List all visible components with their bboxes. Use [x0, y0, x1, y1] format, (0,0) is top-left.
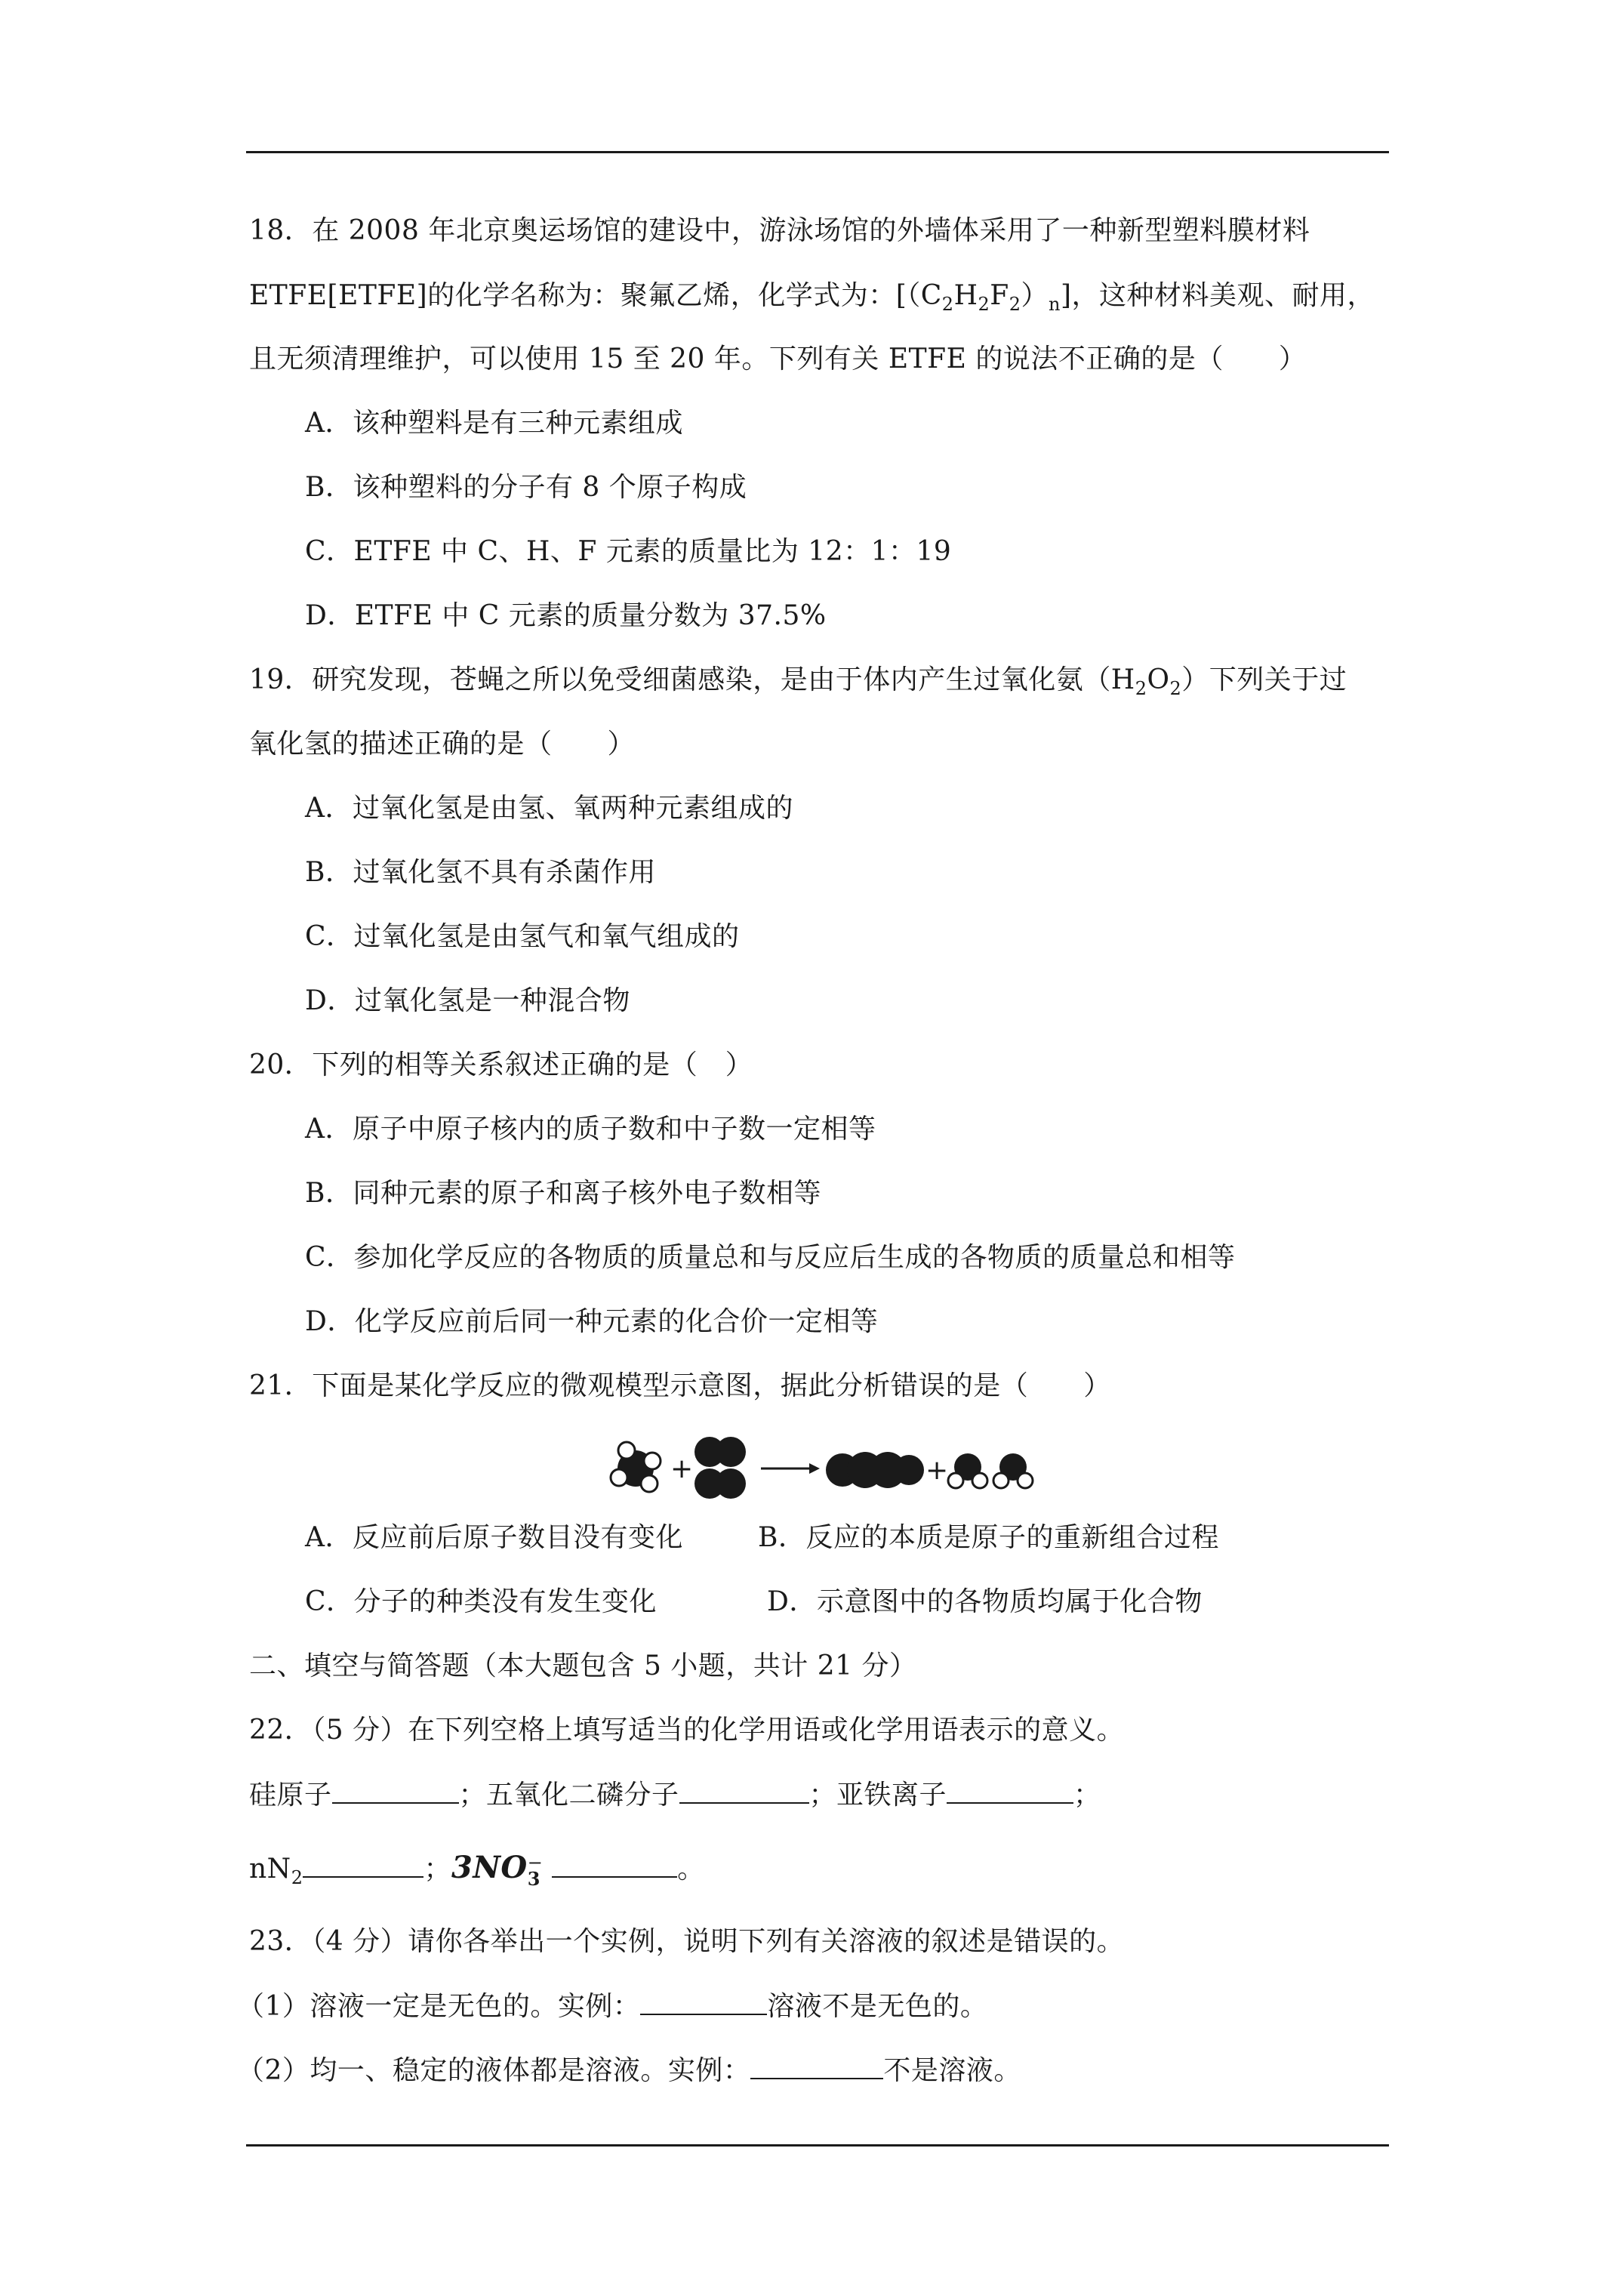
- q19-option-d: D．过氧化氢是一种混合物: [305, 985, 630, 1016]
- q18-line2: ETFE[ETFE]的化学名称为：聚氟乙烯，化学式为：$[(C_2H_2F_2)_n]$，这种材料美观、耐用，: [249, 280, 1375, 316]
- q19-option-c: C．过氧化氢是由氢气和氧气组成的: [305, 921, 740, 952]
- q19-line2: 氧化氢的描述正确的是（ ）: [249, 729, 636, 760]
- q22-line1: 22．（5 分）在下列空格上填写适当的化学用语或化学用语表示的意义。: [249, 1715, 1125, 1746]
- q22-blanks-row2: $nN_2$ ；3NO − 3 。: [249, 1850, 705, 1890]
- q19-option-b: B．过氧化氢不具有杀菌作用: [305, 857, 656, 888]
- q18-option-a: A．该种塑料是有三种元素组成: [305, 408, 683, 439]
- q23-part2: （2）均一、稳定的液体都是溶液。实例： 不是溶液。: [237, 2052, 1021, 2089]
- product-molecule-1: [826, 1452, 924, 1488]
- top-rule: [246, 151, 1389, 153]
- q18-line1: 18．在 2008 年北京奥运场馆的建设中，游泳场馆的外墙体采用了一种新型塑料膜材料: [249, 215, 1310, 246]
- q20-option-a: A．原子中原子核内的质子数和中子数一定相等: [305, 1114, 876, 1145]
- reactant-molecule-2: [694, 1437, 746, 1499]
- q20-line1: 20．下列的相等关系叙述正确的是（ ）: [249, 1049, 753, 1080]
- section-2-heading: 二、填空与简答题（本大题包含 5 小题，共计 21 分）: [249, 1650, 917, 1681]
- plus-sign-2: +: [925, 1455, 949, 1486]
- q20-option-d: D．化学反应前后同一种元素的化合价一定相等: [305, 1306, 879, 1337]
- reaction-arrow: [761, 1463, 820, 1474]
- q18-option-b: B．该种塑料的分子有 8 个原子构成: [305, 472, 747, 503]
- q23-part1: （1）溶液一定是无色的。实例： 溶液不是无色的。: [237, 1988, 987, 2025]
- answer-blank-not-solution[interactable]: [750, 2052, 883, 2079]
- plus-sign-1: +: [670, 1453, 694, 1484]
- q20-option-c: C．参加化学反应的各物质的质量总和与反应后生成的各物质的质量总和相等: [305, 1242, 1236, 1273]
- answer-blank-silicon-atom[interactable]: [332, 1777, 459, 1804]
- q19-option-a: A．过氧化氢是由氢、氧两种元素组成的: [305, 793, 793, 824]
- product-molecule-2: [948, 1453, 1033, 1488]
- q21-option-d: D．示意图中的各物质均属于化合物: [767, 1586, 1203, 1617]
- answer-blank-3NO3[interactable]: [552, 1851, 677, 1878]
- q21-option-a: A．反应前后原子数目没有变化: [305, 1522, 683, 1553]
- q23-line1: 23．（4 分）请你各举出一个实例，说明下列有关溶液的叙述是错误的。: [249, 1926, 1125, 1957]
- q19-line1: 19．研究发现，苍蝇之所以免受细菌感染，是由于体内产生过氧化氨$(H_2O_2)$下列关于过: [249, 664, 1347, 700]
- q18-option-d: D．ETFE 中 C 元素的质量分数为 37.5%: [305, 600, 827, 631]
- q18-option-c: C．ETFE 中 C、H、F 元素的质量比为 12：1：19: [305, 536, 952, 567]
- answer-blank-nN2[interactable]: [303, 1851, 423, 1878]
- answer-blank-p2o5-molecule[interactable]: [679, 1777, 809, 1804]
- q20-option-b: B．同种元素的原子和离子核外电子数相等: [305, 1178, 821, 1209]
- q21-option-b: B．反应的本质是原子的重新组合过程: [758, 1522, 1219, 1553]
- q22-blanks-row1: 硅原子 ；五氧化二磷分子 ；亚铁离子 ；: [249, 1777, 1101, 1814]
- answer-blank-colored-solution[interactable]: [640, 1988, 767, 2015]
- bottom-rule: [246, 2144, 1389, 2147]
- reaction-diagram: [596, 1423, 1049, 1506]
- answer-blank-ferrous-ion[interactable]: [947, 1777, 1073, 1804]
- q18-line3: 且无须清理维护，可以使用 15 至 20 年。下列有关 ETFE 的说法不正确的是（ ）: [249, 344, 1307, 374]
- q21-line1: 21．下面是某化学反应的微观模型示意图，据此分析错误的是（ ）: [249, 1370, 1111, 1401]
- q21-option-c: C．分子的种类没有发生变化: [305, 1586, 658, 1617]
- reactant-molecule-1: [611, 1442, 661, 1492]
